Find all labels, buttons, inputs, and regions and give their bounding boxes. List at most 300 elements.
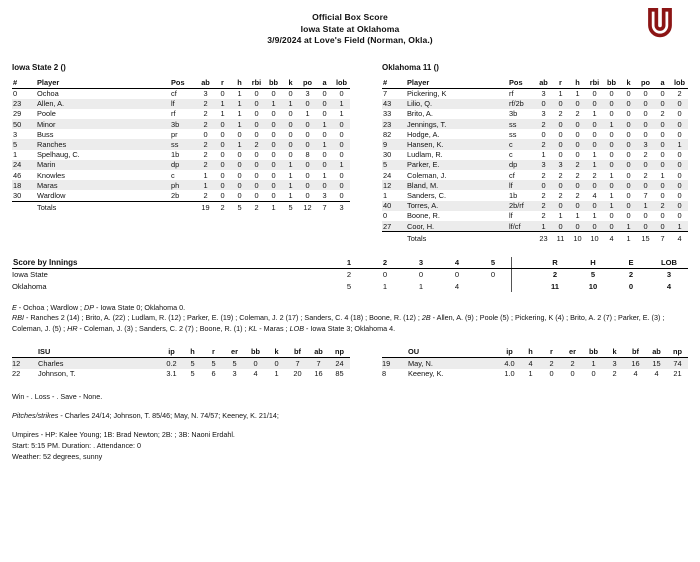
home-pitching-body — [382, 358, 688, 380]
cell-h: 1 — [237, 109, 242, 119]
cell-r: 0 — [552, 221, 569, 232]
cell-pos — [171, 201, 197, 213]
cell-number: 18 — [13, 180, 22, 190]
cell-player: Maras — [37, 180, 58, 190]
score-by-innings-body — [12, 269, 688, 292]
cell-lob: 0 — [677, 170, 682, 180]
cell-inning-4: 0 — [454, 270, 460, 280]
cell-pos: ss — [509, 129, 517, 139]
matchup-title: Iowa State at Oklahoma — [300, 23, 400, 34]
cell-k: 0 — [626, 190, 631, 200]
cell-number: 3 — [13, 129, 18, 139]
cell-k: 0 — [626, 99, 631, 109]
table-header-row — [12, 257, 688, 269]
cell-ip: 3.1 — [166, 369, 177, 379]
col-h: h — [182, 346, 203, 358]
table-row — [382, 358, 688, 369]
col-lob: lob — [333, 78, 350, 89]
cell-a: 3 — [316, 190, 333, 201]
cell-player: Ludlam, R. — [407, 150, 443, 160]
col-k: k — [604, 346, 625, 358]
cell-lob: 0 — [339, 89, 344, 99]
cell-pos: cf — [171, 89, 177, 99]
cell-bb: 0 — [271, 129, 276, 139]
cell-lob-total: 4 — [666, 281, 672, 291]
col-runs: R — [536, 257, 574, 269]
cell-r: 2 — [549, 358, 554, 368]
col-number — [12, 346, 32, 358]
cell-h: 0 — [575, 140, 580, 150]
cell-h: 1 — [237, 89, 242, 99]
cell-er: 2 — [570, 358, 575, 368]
cell-k: 0 — [626, 119, 631, 129]
cell-po: 3 — [305, 89, 310, 99]
cell-bb: 0 — [271, 89, 276, 99]
cell-bb: 4 — [609, 233, 614, 243]
cell-a: 0 — [660, 180, 665, 190]
cell-player: Poole — [37, 109, 56, 119]
cell-r: 11 — [556, 233, 565, 243]
cell-h: 0 — [575, 129, 580, 139]
cell-ab: 19 — [201, 203, 210, 213]
cell-po: 0 — [643, 211, 648, 221]
cell-k: 0 — [288, 150, 293, 160]
table-row — [382, 129, 688, 139]
cell-h: 5 — [237, 203, 242, 213]
cell-k: 1 — [620, 221, 637, 232]
cell-number: 23 — [13, 99, 22, 109]
cell-rbi: 2 — [254, 203, 259, 213]
cell-er: 0 — [570, 369, 575, 379]
cell-ab: 7 — [316, 358, 321, 368]
cell-lob: 0 — [339, 170, 344, 180]
cell-number: 50 — [13, 119, 22, 129]
table-header-row — [12, 346, 350, 358]
cell-rbi: 1 — [592, 160, 597, 170]
note-label-e: E — [12, 302, 17, 312]
col-bb: bb — [245, 346, 266, 358]
table-row — [382, 180, 688, 190]
cell-a: 0 — [322, 129, 327, 139]
cell-po: 8 — [305, 150, 310, 160]
cell-bb: 0 — [271, 109, 276, 119]
cell-np: 21 — [673, 369, 682, 379]
col-ab: ab — [535, 78, 552, 89]
cell-ab: 16 — [314, 369, 323, 379]
cell-ab: 2 — [541, 119, 546, 129]
cell-lob: 0 — [339, 180, 344, 190]
cell-number: 12 — [12, 358, 21, 368]
pitches-label: Pitches/strikes — [12, 411, 59, 421]
cell-ip: 4.0 — [504, 358, 515, 368]
cell-er: 3 — [232, 369, 237, 379]
col-lob: lob — [671, 78, 688, 89]
cell-runs: 2 — [552, 270, 558, 280]
table-row — [382, 119, 688, 129]
cell-lob: 0 — [339, 119, 344, 129]
cell-a: 7 — [322, 203, 327, 213]
table-header-row — [12, 78, 350, 89]
cell-ab: 2 — [203, 119, 208, 129]
cell-ab: 1 — [203, 180, 208, 190]
cell-po: 7 — [643, 190, 648, 200]
table-row — [12, 160, 350, 170]
cell-bb: 1 — [609, 170, 614, 180]
note-text-lob: - Iowa State 3; Oklahoma 4. — [304, 323, 396, 333]
away-batting-col — [12, 78, 350, 244]
cell-team: Iowa State — [12, 270, 48, 280]
cell-number: 23 — [383, 119, 392, 129]
col-np: np — [667, 346, 688, 358]
cell-a: 0 — [322, 89, 327, 99]
cell-number: 43 — [383, 99, 392, 109]
umpires-line: Umpires - HP: Kalee Young; 1B: Brad Newton; 2B: ; 3B: Naoni Erdahl. — [12, 430, 235, 440]
cell-po: 12 — [303, 203, 312, 213]
cell-k: 1 — [274, 369, 279, 379]
cell-player: Ranches — [37, 140, 67, 150]
cell-hits: 5 — [590, 270, 596, 280]
cell-player: Knowles — [37, 170, 65, 180]
cell-ab: 0 — [203, 129, 208, 139]
cell-runs: 11 — [550, 281, 560, 291]
cell-po: 1 — [643, 201, 648, 211]
cell-ab: 23 — [539, 233, 548, 243]
note-line-rbi — [12, 313, 688, 334]
cell-inning-2: 1 — [382, 281, 388, 291]
cell-player: Boone, R. — [407, 211, 440, 221]
col-ab: ab — [646, 346, 667, 358]
cell-a: 1 — [322, 170, 327, 180]
cell-a: 0 — [322, 150, 327, 160]
cell-r: 0 — [558, 150, 563, 160]
cell-a: 0 — [322, 109, 327, 119]
note-label-rbi: RBI — [12, 313, 24, 323]
away-pitching-table — [12, 346, 350, 379]
cell-ab: 2 — [203, 150, 208, 160]
cell-bb: 0 — [271, 180, 276, 190]
cell-lob: 0 — [677, 119, 682, 129]
cell-k: 0 — [626, 201, 631, 211]
cell-number: 30 — [383, 150, 392, 160]
cell-player: Spelhaug, C. — [37, 150, 80, 160]
cell-r: 5 — [211, 358, 216, 368]
cell-lob: 1 — [677, 140, 682, 150]
cell-r: 6 — [211, 369, 216, 379]
col-number: # — [382, 78, 401, 89]
cell-ab: 0 — [541, 99, 546, 109]
cell-po: 0 — [643, 109, 648, 119]
note-text-rbi: - Ranches 2 (14) ; Brito, A. (22) ; Ludlam, R. (12) ; Parker, E. (19) ; Coleman, J. 2 (17) ; Sanders, C. 4 (18) ; Boone, R. (12) ; — [23, 313, 422, 323]
cell-po: 15 — [641, 233, 650, 243]
cell-pos — [509, 232, 535, 244]
cell-r: 0 — [220, 150, 225, 160]
cell-r: 0 — [558, 201, 563, 211]
game-footer — [0, 391, 700, 462]
cell-bb: 1 — [591, 358, 596, 368]
cell-player: Johnson, T. — [38, 369, 76, 379]
home-pitching-col — [350, 346, 688, 379]
cell-h: 0 — [237, 160, 242, 170]
cell-ab: 2 — [203, 160, 208, 170]
note-label-2b: 2B — [421, 313, 431, 323]
pitches-strikes-line — [12, 410, 688, 421]
cell-bb: 0 — [609, 99, 614, 109]
cell-er: 5 — [232, 358, 237, 368]
cell-bb: 0 — [609, 140, 614, 150]
cell-number: 0 — [383, 211, 388, 221]
cell-bb: 0 — [609, 160, 614, 170]
cell-po: 0 — [305, 170, 310, 180]
table-row — [12, 139, 350, 149]
cell-ab: 1 — [541, 150, 546, 160]
col-team-abbrev: ISU — [32, 346, 161, 358]
table-row — [12, 129, 350, 139]
cell-a: 0 — [660, 119, 665, 129]
cell-rbi: 0 — [254, 180, 259, 190]
col-po: po — [299, 78, 316, 89]
cell-lob: 1 — [339, 160, 344, 170]
cell-player: Coor, H. — [401, 221, 509, 232]
cell-ab: 2 — [203, 140, 208, 150]
cell-a: 0 — [322, 180, 327, 190]
cell-ab: 2 — [203, 99, 208, 109]
cell-r: 2 — [558, 109, 563, 119]
col-bb: bb — [583, 346, 604, 358]
cell-pos: 3b — [509, 109, 518, 119]
cell-team: Oklahoma — [12, 281, 47, 291]
cell-h: 2 — [575, 160, 580, 170]
cell-r: 0 — [220, 129, 225, 139]
cell-player: Bland, M. — [407, 180, 439, 190]
page-header — [0, 0, 700, 47]
cell-a: 0 — [660, 129, 665, 139]
col-ab: ab — [197, 78, 214, 89]
cell-pos: 1b — [171, 150, 180, 160]
table-row — [382, 170, 688, 180]
cell-lob: 0 — [339, 129, 344, 139]
cell-h: 5 — [190, 369, 195, 379]
cell-r: 0 — [220, 140, 225, 150]
cell-pos: c — [171, 170, 175, 180]
cell-bb: 0 — [609, 89, 614, 99]
home-team-heading: Oklahoma 11 () — [382, 62, 439, 72]
cell-k: 3 — [612, 358, 617, 368]
table-row — [12, 109, 350, 119]
table-row — [382, 201, 688, 211]
note-text-hr: - Coleman, J. (3) ; Sanders, C. 2 (7) ; Boone, R. (1) ; — [77, 323, 249, 333]
table-header-row — [382, 78, 688, 89]
cell-r: 1 — [220, 99, 225, 109]
col-bb: bb — [265, 78, 282, 89]
cell-inning-2: 0 — [382, 270, 388, 280]
cell-inning-4: 4 — [454, 281, 460, 291]
cell-k: 0 — [288, 140, 293, 150]
cell-pos: lf — [509, 211, 513, 221]
col-errors: E — [612, 257, 650, 269]
cell-a: 0 — [660, 211, 665, 221]
col-np: np — [329, 346, 350, 358]
col-team-abbrev: OU — [402, 346, 499, 358]
cell-pos: lf/cf — [509, 221, 535, 232]
venue-line: 3/9/2024 at Love's Field (Norman, Okla.) — [267, 35, 433, 45]
cell-rbi: 10 — [590, 233, 599, 243]
cell-number: 27 — [382, 221, 401, 232]
cell-r: 2 — [558, 170, 563, 180]
note-label-kl: KL — [248, 323, 258, 333]
cell-pos: rf/2b — [509, 99, 524, 109]
cell-ab: 3 — [541, 89, 546, 99]
cell-po: 0 — [305, 129, 310, 139]
cell-r: 0 — [220, 180, 225, 190]
cell-h: 1 — [528, 369, 533, 379]
totals-row — [12, 201, 350, 213]
cell-k: 1 — [288, 170, 293, 180]
note-text-dp: - Iowa State 0; Oklahoma 0. — [94, 302, 186, 312]
cell-pos: 2b/rf — [509, 201, 524, 211]
cell-k: 0 — [626, 211, 631, 221]
cell-inning-3: 1 — [418, 281, 424, 291]
note-label-dp: DP — [84, 302, 95, 312]
cell-pos: dp — [509, 160, 518, 170]
table-row — [12, 190, 350, 201]
cell-po: 3 — [643, 140, 648, 150]
cell-po: 2 — [643, 150, 648, 160]
cell-h: 0 — [237, 129, 242, 139]
cell-a: 1 — [322, 119, 327, 129]
cell-a: 0 — [660, 150, 665, 160]
cell-number: 29 — [13, 109, 22, 119]
cell-rbi: 0 — [592, 119, 597, 129]
away-team-heading: Iowa State 2 () — [12, 62, 66, 72]
cell-number: 9 — [383, 140, 388, 150]
table-row — [382, 150, 688, 160]
cell-number: 1 — [13, 150, 18, 160]
cell-rbi: 4 — [592, 190, 597, 200]
col-inning-5: 5 — [475, 257, 512, 269]
cell-spacer — [512, 280, 537, 291]
cell-pos: dp — [171, 160, 180, 170]
col-er: er — [224, 346, 245, 358]
decision-line: Win - . Loss - . Save - None. — [12, 392, 103, 402]
cell-ip: 0.2 — [166, 358, 177, 368]
cell-bb: 0 — [609, 150, 614, 160]
cell-lob: 0 — [677, 99, 682, 109]
table-row — [12, 269, 688, 281]
cell-ab: 2 — [541, 201, 546, 211]
col-h: h — [569, 78, 586, 89]
cell-pos: ph — [171, 180, 180, 190]
cell-a: 0 — [660, 89, 665, 99]
cell-number: 5 — [13, 140, 18, 150]
cell-player: Ochoa — [37, 89, 59, 99]
cell-rbi: 0 — [586, 221, 603, 232]
cell-rbi: 0 — [254, 109, 259, 119]
cell-player: Buss — [37, 129, 54, 139]
cell-lob: 1 — [339, 109, 344, 119]
cell-player: Torres, A. — [407, 201, 439, 211]
cell-bb: 0 — [253, 358, 258, 368]
cell-a: 1 — [660, 170, 665, 180]
col-inning-3: 3 — [403, 257, 439, 269]
cell-h: 5 — [190, 358, 195, 368]
cell-bb: 1 — [271, 203, 276, 213]
col-er: er — [562, 346, 583, 358]
away-pitching-body — [12, 358, 350, 380]
col-player: Player — [31, 78, 171, 89]
table-row — [12, 119, 350, 129]
cell-bb: 0 — [591, 369, 596, 379]
cell-player: Coleman, J. — [407, 170, 447, 180]
cell-ab: 1 — [535, 221, 552, 232]
away-batting-body — [12, 88, 350, 213]
cell-player: Jennings, T. — [407, 119, 447, 129]
cell-a: 0 — [660, 190, 665, 200]
cell-a: 0 — [660, 99, 665, 109]
cell-bf: 20 — [293, 369, 302, 379]
cell-lob: 0 — [339, 140, 344, 150]
game-details — [12, 429, 688, 462]
table-row — [12, 369, 350, 380]
cell-pos: 3b — [171, 119, 180, 129]
cell-h: 2 — [575, 109, 580, 119]
cell-np: 24 — [335, 358, 344, 368]
cell-pos: lf — [509, 180, 513, 190]
table-row — [12, 170, 350, 180]
cell-np: 74 — [673, 358, 682, 368]
cell-number: 12 — [383, 180, 392, 190]
cell-h: 2 — [575, 170, 580, 180]
table-row — [12, 280, 688, 291]
col-inning-1: 1 — [331, 257, 367, 269]
cell-number: 5 — [383, 160, 388, 170]
col-spacer — [512, 257, 537, 269]
cell-inning-1: 5 — [346, 281, 352, 291]
cell-number: 24 — [13, 160, 22, 170]
cell-r: 1 — [558, 89, 563, 99]
cell-number: 46 — [13, 170, 22, 180]
cell-bb: 0 — [271, 150, 276, 160]
cell-bb: 0 — [603, 221, 620, 232]
cell-lob: 0 — [339, 150, 344, 160]
cell-h: 0 — [575, 119, 580, 129]
game-notes — [0, 303, 700, 335]
table-row — [382, 160, 688, 170]
table-row — [12, 150, 350, 160]
cell-player: Parker, E. — [407, 160, 440, 170]
cell-k: 0 — [626, 129, 631, 139]
ou-logo-icon — [646, 8, 674, 40]
col-inning-4: 4 — [439, 257, 475, 269]
cell-h: 1 — [237, 140, 242, 150]
cell-h: 2 — [575, 190, 580, 200]
cell-lob: 2 — [677, 89, 682, 99]
cell-player: Hodge, A. — [407, 129, 440, 139]
col-lob-total: LOB — [650, 257, 688, 269]
cell-rbi: 1 — [592, 150, 597, 160]
cell-lob: 3 — [339, 203, 344, 213]
cell-rbi: 0 — [254, 170, 259, 180]
page-title: Official Box Score — [312, 12, 388, 22]
cell-r: 0 — [220, 89, 225, 99]
col-r: r — [203, 346, 224, 358]
cell-rbi: 2 — [254, 140, 259, 150]
cell-r: 0 — [558, 129, 563, 139]
cell-lob-total: 3 — [666, 270, 672, 280]
cell-r: 1 — [220, 109, 225, 119]
cell-r: 2 — [220, 203, 225, 213]
cell-r: 1 — [558, 211, 563, 221]
col-h: h — [231, 78, 248, 89]
